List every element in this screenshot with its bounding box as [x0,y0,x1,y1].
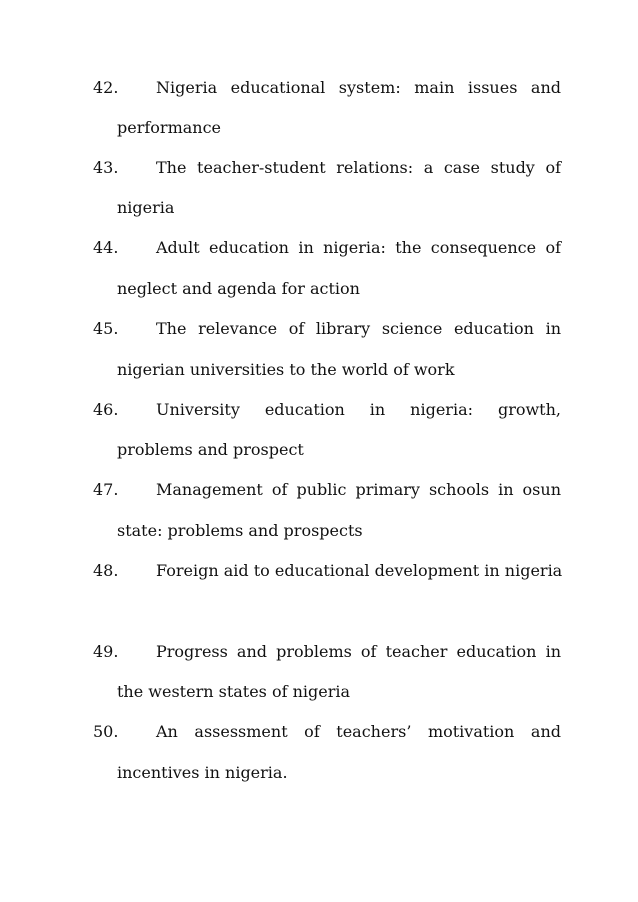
item-title-line-2: state: problems and prospects [117,521,363,540]
item-number: 43. [93,158,119,177]
item-number: 50. [93,722,119,741]
item-title-line-1: Management of public primary schools in osun [156,480,561,499]
item-number: 46. [93,400,119,419]
item-number: 42. [93,78,119,97]
item-title-line-1: An assessment of teachers’ motivation and [156,722,561,741]
item-title-line-2: performance [117,118,222,137]
item-number: 48. [93,561,119,580]
item-title-line-1: Nigeria educational system: main issues and [156,78,561,97]
item-title-line-1: Foreign aid to educational development in nigeria [156,561,563,580]
item-title-line-1: University education in nigeria: growth, [156,400,561,419]
item-title-line-2: nigeria [117,198,175,217]
item-title-line-2: the western states of nigeria [117,682,351,701]
item-number: 47. [93,480,119,499]
item-title-line-2: incentives in nigeria. [117,763,288,782]
item-number: 49. [93,642,119,661]
item-title-line-1: Adult education in nigeria: the consequence of [156,238,561,257]
item-number: 44. [93,238,119,257]
item-title-line-1: The teacher-student relations: a case study of [156,158,561,177]
item-title-line-2: nigerian universities to the world of work [117,360,455,379]
item-number: 45. [93,319,119,338]
item-title-line-2: neglect and agenda for action [117,279,360,298]
item-title-line-2: problems and prospect [117,440,304,459]
item-title-line-1: Progress and problems of teacher education in [156,642,561,661]
item-title-line-1: The relevance of library science education in [156,319,561,338]
